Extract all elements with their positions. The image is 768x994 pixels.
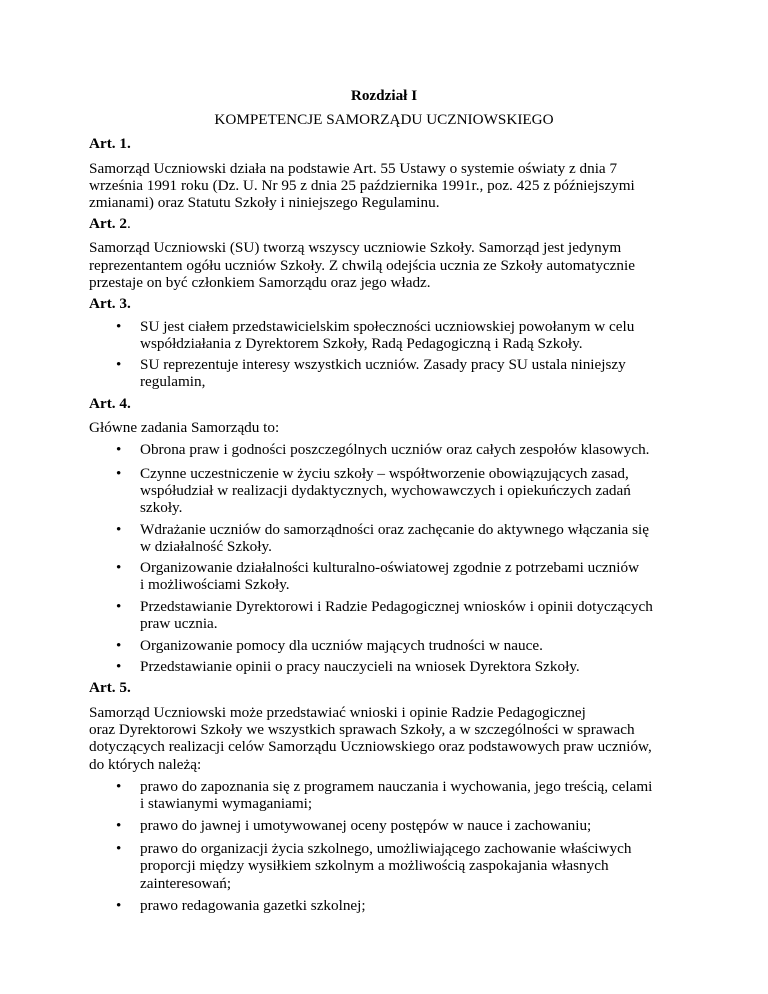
article-5-item-line: proporcji między wysiłkiem szkolnym a możliwością zaspokajania własnych: [140, 857, 609, 874]
bullet-icon: •: [116, 521, 122, 538]
article-2-line: reprezentantem ogółu uczniów Szkoły. Z chwilą odejścia ucznia ze Szkoły automatycznie: [89, 257, 635, 274]
article-5-item-line: prawo do zapoznania się z programem nauczania i wychowania, jego treścią, celami: [140, 778, 653, 795]
article-3-item-line: regulamin,: [140, 373, 206, 390]
article-5-line: do których należą:: [89, 756, 202, 773]
article-3-item-line: SU jest ciałem przedstawicielskim społeczności uczniowskiej powołanym w celu: [140, 318, 635, 335]
article-3-item-line: współdziałania z Dyrektorem Szkoły, Radą Pedagogiczną i Radą Szkoły.: [140, 335, 583, 352]
article-4-item-line: współudział w realizacji dydaktycznych, wychowawczych i opiekuńczych zadań: [140, 482, 631, 499]
article-2-line: Samorząd Uczniowski (SU) tworzą wszyscy uczniowie Szkoły. Samorząd jest jedynym: [89, 239, 622, 256]
article-2-label-text: Art. 2: [89, 215, 127, 232]
article-4-item-line: Organizowanie działalności kulturalno-oświatowej zgodnie z potrzebami uczniów: [140, 559, 640, 576]
article-4-item-line: Organizowanie pomocy dla uczniów mających trudności w nauce.: [140, 637, 543, 654]
article-4-item-line: Obrona praw i godności poszczególnych uczniów oraz całych zespołów klasowych.: [140, 441, 650, 458]
bullet-icon: •: [116, 897, 122, 914]
article-4-item-line: Czynne uczestniczenie w życiu szkoły – współtworzenie obowiązujących zasad,: [140, 465, 629, 482]
bullet-icon: •: [116, 356, 122, 373]
bullet-icon: •: [116, 778, 122, 795]
chapter-title: KOMPETENCJE SAMORZĄDU UCZNIOWSKIEGO: [214, 111, 554, 128]
article-2-line: przestaje on być członkiem Samorządu oraz jego władz.: [89, 274, 431, 291]
bullet-icon: •: [116, 637, 122, 654]
bullet-icon: •: [116, 465, 122, 482]
article-4-item-line: Przedstawianie Dyrektorowi i Radzie Pedagogicznej wniosków i opinii dotyczących: [140, 598, 653, 615]
bullet-icon: •: [116, 598, 122, 615]
article-4-item-line: szkoły.: [140, 499, 183, 516]
bullet-icon: •: [116, 318, 122, 335]
article-3-label: Art. 3.: [89, 295, 131, 312]
article-5-item-line: prawo do jawnej i umotywowanej oceny postępów w nauce i zachowaniu;: [140, 817, 592, 834]
bullet-icon: •: [116, 441, 122, 458]
bullet-icon: •: [116, 817, 122, 834]
article-1-line: września 1991 roku (Dz. U. Nr 95 z dnia 25 października 1991r., poz. 425 z późniejszymi: [89, 177, 635, 194]
article-5-line: dotyczących realizacji celów Samorządu Uczniowskiego oraz podstawowych praw uczniów,: [89, 738, 652, 755]
article-5-line: oraz Dyrektorowi Szkoły we wszystkich sprawach Szkoły, a w szczególności w sprawach: [89, 721, 635, 738]
article-4-item-line: i możliwościami Szkoły.: [140, 576, 290, 593]
article-5-line: Samorząd Uczniowski może przedstawiać wnioski i opinie Radzie Pedagogicznej: [89, 704, 586, 721]
article-4-item-line: praw ucznia.: [140, 615, 218, 632]
article-1-line: zmianami) oraz Statutu Szkoły i niniejszego Regulaminu.: [89, 194, 440, 211]
article-4-item-line: Wdrażanie uczniów do samorządności oraz zachęcanie do aktywnego włączania się: [140, 521, 649, 538]
article-4-item-line: w działalność Szkoły.: [140, 538, 272, 555]
article-5-item-line: zainteresowań;: [140, 875, 232, 892]
article-5-item-line: prawo redagowania gazetki szkolnej;: [140, 897, 366, 914]
article-5-item-line: i stawianymi wymaganiami;: [140, 795, 313, 812]
bullet-icon: •: [116, 559, 122, 576]
chapter-heading: Rozdział I: [350, 87, 418, 104]
article-3-item-line: SU reprezentuje interesy wszystkich uczniów. Zasady pracy SU ustala niniejszy: [140, 356, 626, 373]
bullet-icon: •: [116, 840, 122, 857]
article-4-item-line: Przedstawianie opinii o pracy nauczycieli na wniosek Dyrektora Szkoły.: [140, 658, 580, 675]
article-4-label: Art. 4.: [89, 395, 131, 412]
article-1-line: Samorząd Uczniowski działa na podstawie Art. 55 Ustawy o systemie oświaty z dnia 7: [89, 160, 618, 177]
article-4-intro: Główne zadania Samorządu to:: [89, 419, 280, 436]
bullet-icon: •: [116, 658, 122, 675]
article-5-label: Art. 5.: [89, 679, 131, 696]
article-2-label: [89, 215, 689, 233]
article-5-item-line: prawo do organizacji życia szkolnego, umożliwiającego zachowanie właściwych: [140, 840, 632, 857]
article-2-label-dot: .: [126, 215, 131, 232]
article-1-label: Art. 1.: [89, 135, 131, 152]
